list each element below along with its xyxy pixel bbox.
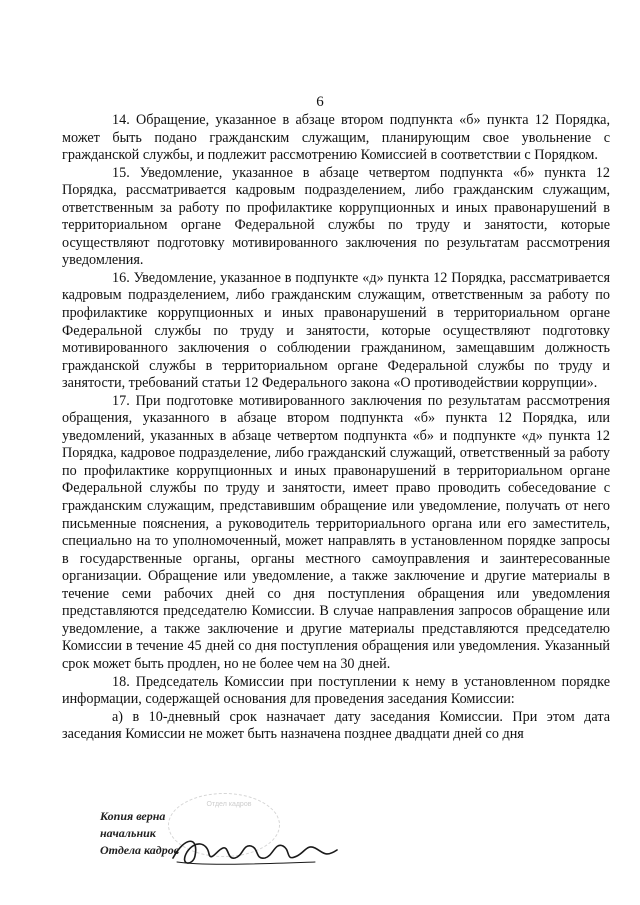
paragraph-16: 16. Уведомление, указанное в подпункте «д» пункта 12 Порядка, рассматривается кадровым подразделением, либо гражданским служащим, ответственным за работу по профилактике коррупционных и иных правонарушений в территориальном органе Федеральной службы по труду и занятости, которые осуществляют подготовку мотивированного заключения о соблюдении гражданином, замещавшим должность гражданской службы в территориальном органе Федеральной службы по труду и занятости, требований статьи 12 Федерального закона «О противодействии коррупции». [62,269,610,392]
handwritten-signature [165,832,345,872]
stamp-line-head: начальник [100,826,156,840]
stamp-line-hr-department: Отдела кадров [100,843,180,857]
seal-text: Отдел кадров [206,801,252,808]
paragraph-18a: а) в 10-дневный срок назначает дату заседания Комиссии. При этом дата заседания Комиссии не может быть назначена позднее двадцати дней со дня [62,708,610,743]
stamp-line-copy-correct: Копия верна [100,809,166,823]
document-body [62,112,610,744]
paragraph-15: 15. Уведомление, указанное в абзаце четвертом подпункта «б» пункта 12 Порядка, рассматривается кадровым подразделением, либо гражданским служащим, ответственным за работу по профилактике коррупционных и иных правонарушений в территориальном органе Федеральной службы по труду и занятости, которые осуществляют подготовку мотивированного заключения по результатам рассмотрения уведомления. [62,164,610,269]
paragraph-18: 18. Председатель Комиссии при поступлении к нему в установленном порядке информации, содержащей основания для проведения заседания Комиссии: [62,673,610,708]
page-number: 6 [316,94,324,110]
paragraph-14: 14. Обращение, указанное в абзаце втором подпункта «б» пункта 12 Порядка, может быть подано гражданским служащим, планирующим свое увольнение с гражданской службы, и подлежит рассмотрению Комиссией в соответствии с Порядком. [62,112,610,164]
paragraph-17: 17. При подготовке мотивированного заключения по результатам рассмотрения обращения, указанного в абзаце втором подпункта «б» пункта 12 Порядка, или уведомлений, указанных в абзаце четвертом подпункта «б» и подпункте «д» пункта 12 Порядка, кадровое подразделение, либо гражданский служащий, ответственный за работу по профилактике коррупционных и иных правонарушений в территориальном органе Федеральной службы по труду и занятости, имеет право проводить собеседование с гражданским служащим, представившим обращение или уведомление, получать от него письменные пояснения, а руководитель территориального органа или его заместитель, специально на то уполномоченный, может направлять в установленном порядке запросы в государственные органы, органы местного самоуправления и заинтересованные организации. Обращение или уведомление, а также заключение и другие материалы в течение семи рабочих дней со дня поступления обращения или уведомления представляются председателю Комиссии. В случае направления запросов обращение или уведомление, а также заключение и другие материалы представляются председателю Комиссии в течение 45 дней со дня поступления обращения или уведомления. Указанный срок может быть продлен, но не более чем на 30 дней. [62,392,610,672]
